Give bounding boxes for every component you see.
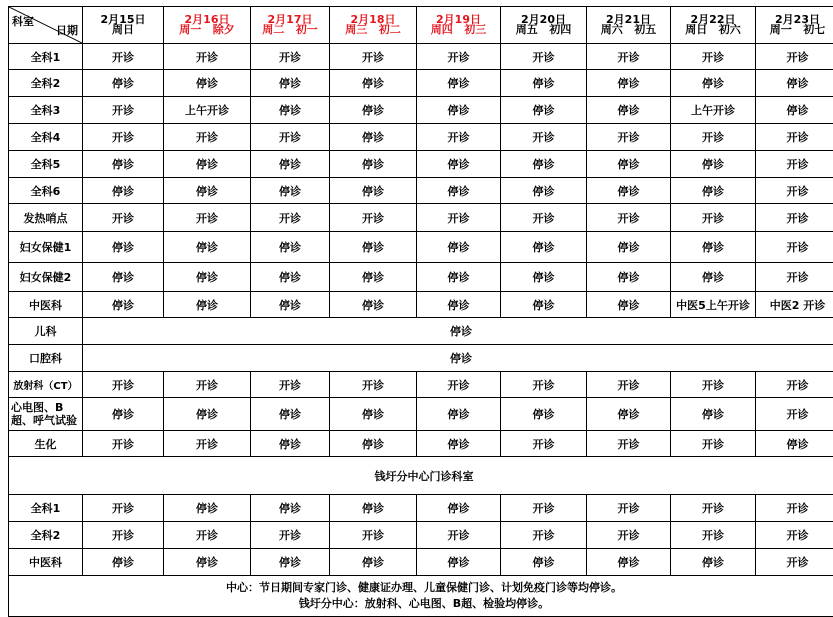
status-cell: 停诊 xyxy=(587,398,671,431)
date-label: 2月17日 xyxy=(251,15,329,25)
status-cell: 停诊 xyxy=(251,70,330,97)
status-cell: 开诊 xyxy=(501,522,587,549)
status-cell: 停诊 xyxy=(756,97,833,124)
status-cell: 停诊 xyxy=(330,549,417,576)
status-cell: 开诊 xyxy=(756,398,833,431)
dept-name: 妇女保健2 xyxy=(9,263,83,292)
status-cell: 停诊 xyxy=(417,398,501,431)
status-cell: 开诊 xyxy=(251,522,330,549)
status-cell: 停诊 xyxy=(83,549,164,576)
status-cell: 开诊 xyxy=(164,44,251,70)
status-cell: 开诊 xyxy=(501,124,587,151)
status-cell: 停诊 xyxy=(164,292,251,318)
date-header xyxy=(756,7,833,44)
status-cell: 停诊 xyxy=(417,70,501,97)
status-cell: 停诊 xyxy=(251,263,330,292)
status-cell: 开诊 xyxy=(251,124,330,151)
status-cell: 开诊 xyxy=(501,204,587,232)
date-header xyxy=(587,7,671,44)
date-header xyxy=(251,7,330,44)
status-cell: 停诊 xyxy=(417,151,501,178)
weekday-text: 周五 xyxy=(516,23,538,36)
status-cell: 停诊 xyxy=(83,70,164,97)
dept-name: 心电图、B超、呼气试验 xyxy=(9,398,83,431)
status-cell: 开诊 xyxy=(756,263,833,292)
status-cell: 停诊 xyxy=(417,495,501,522)
date-label: 2月16日 xyxy=(164,15,250,25)
status-cell: 开诊 xyxy=(671,522,756,549)
dept-name: 发热哨点 xyxy=(9,204,83,232)
status-cell: 停诊 xyxy=(417,431,501,457)
status-cell: 中医2 开诊 xyxy=(756,292,833,318)
status-cell: 开诊 xyxy=(671,431,756,457)
dept-row xyxy=(9,70,833,97)
merged-status-cell: 停诊 xyxy=(83,345,833,372)
dept-name: 儿科 xyxy=(9,318,83,345)
status-cell: 停诊 xyxy=(83,263,164,292)
status-cell: 停诊 xyxy=(417,292,501,318)
status-cell: 开诊 xyxy=(251,44,330,70)
weekday-label xyxy=(251,25,329,35)
status-cell: 停诊 xyxy=(251,549,330,576)
status-cell: 开诊 xyxy=(587,204,671,232)
status-cell: 开诊 xyxy=(83,124,164,151)
lunar-date-label: 初七 xyxy=(803,23,825,36)
status-cell: 开诊 xyxy=(756,549,833,576)
status-cell: 开诊 xyxy=(756,44,833,70)
status-cell: 开诊 xyxy=(164,431,251,457)
weekday-text: 周三 xyxy=(345,23,367,36)
status-cell: 停诊 xyxy=(164,549,251,576)
status-cell: 停诊 xyxy=(330,398,417,431)
status-cell: 开诊 xyxy=(83,431,164,457)
status-cell: 停诊 xyxy=(501,178,587,204)
date-label: 2月23日 xyxy=(756,15,833,25)
status-cell: 停诊 xyxy=(587,70,671,97)
status-cell: 停诊 xyxy=(756,70,833,97)
status-cell: 开诊 xyxy=(756,124,833,151)
status-cell: 开诊 xyxy=(587,495,671,522)
status-cell: 开诊 xyxy=(501,495,587,522)
lunar-date-label: 初四 xyxy=(549,23,571,36)
status-cell: 开诊 xyxy=(83,44,164,70)
status-cell: 停诊 xyxy=(164,232,251,263)
weekday-text: 周六 xyxy=(601,23,623,36)
date-header xyxy=(671,7,756,44)
status-cell: 停诊 xyxy=(587,549,671,576)
section-row xyxy=(9,457,833,495)
status-cell: 停诊 xyxy=(164,263,251,292)
status-cell: 停诊 xyxy=(251,398,330,431)
weekday-text: 周二 xyxy=(262,23,284,36)
status-cell: 开诊 xyxy=(83,204,164,232)
dept-name: 全科6 xyxy=(9,178,83,204)
status-cell: 停诊 xyxy=(83,151,164,178)
dept-name: 全科5 xyxy=(9,151,83,178)
status-cell: 开诊 xyxy=(330,44,417,70)
weekday-text: 周一 xyxy=(770,23,792,36)
status-cell: 开诊 xyxy=(417,44,501,70)
status-cell: 开诊 xyxy=(756,151,833,178)
clinic-schedule-table xyxy=(8,6,833,617)
status-cell: 开诊 xyxy=(587,372,671,398)
dept-row-merged xyxy=(9,345,833,372)
status-cell: 开诊 xyxy=(501,431,587,457)
corner-date-label: 日期 xyxy=(56,22,78,38)
dept-name: 全科2 xyxy=(9,522,83,549)
status-cell: 开诊 xyxy=(417,522,501,549)
status-cell: 开诊 xyxy=(83,522,164,549)
dept-name: 妇女保健1 xyxy=(9,232,83,263)
status-cell: 停诊 xyxy=(251,495,330,522)
status-cell: 停诊 xyxy=(83,178,164,204)
dept-row xyxy=(9,178,833,204)
status-cell: 停诊 xyxy=(501,97,587,124)
weekday-text: 周日 xyxy=(685,23,707,36)
weekday-label xyxy=(671,25,755,35)
status-cell: 停诊 xyxy=(330,263,417,292)
weekday-label xyxy=(83,25,163,35)
dept-row xyxy=(9,372,833,398)
date-header xyxy=(83,7,164,44)
weekday-label xyxy=(501,25,586,35)
lunar-date-label: 初一 xyxy=(296,23,318,36)
notes-cell xyxy=(9,576,833,617)
status-cell: 停诊 xyxy=(164,495,251,522)
date-header xyxy=(501,7,587,44)
status-cell: 停诊 xyxy=(417,263,501,292)
dept-name: 全科1 xyxy=(9,44,83,70)
section-title: 钱圩分中心门诊科室 xyxy=(9,457,833,495)
status-cell: 开诊 xyxy=(83,495,164,522)
status-cell: 开诊 xyxy=(587,431,671,457)
weekday-label xyxy=(756,25,833,35)
status-cell: 停诊 xyxy=(330,70,417,97)
status-cell: 停诊 xyxy=(251,97,330,124)
status-cell: 停诊 xyxy=(501,151,587,178)
status-cell: 停诊 xyxy=(417,97,501,124)
status-cell: 开诊 xyxy=(164,522,251,549)
corner-header xyxy=(9,7,83,44)
weekday-label xyxy=(417,25,500,35)
status-cell: 停诊 xyxy=(251,178,330,204)
weekday-text: 周一 xyxy=(179,23,201,36)
dept-name: 生化 xyxy=(9,431,83,457)
status-cell: 开诊 xyxy=(330,204,417,232)
status-cell: 停诊 xyxy=(330,178,417,204)
status-cell: 开诊 xyxy=(164,372,251,398)
status-cell: 开诊 xyxy=(671,44,756,70)
status-cell: 开诊 xyxy=(330,372,417,398)
status-cell: 中医5上午开诊 xyxy=(671,292,756,318)
dept-name: 放射科（CT） xyxy=(9,372,83,398)
status-cell: 开诊 xyxy=(756,204,833,232)
lunar-date-label: 初二 xyxy=(379,23,401,36)
date-header xyxy=(330,7,417,44)
lunar-date-label: 初五 xyxy=(634,23,656,36)
status-cell: 停诊 xyxy=(756,431,833,457)
dept-row xyxy=(9,292,833,318)
status-cell: 上午开诊 xyxy=(164,97,251,124)
status-cell: 停诊 xyxy=(671,151,756,178)
status-cell: 停诊 xyxy=(671,549,756,576)
date-label: 2月19日 xyxy=(417,15,500,25)
dept-row xyxy=(9,522,833,549)
date-label: 2月18日 xyxy=(330,15,416,25)
note-line: 钱圩分中心：放射科、心电图、B超、检验均停诊。 xyxy=(9,596,833,612)
status-cell: 开诊 xyxy=(164,124,251,151)
dept-name: 中医科 xyxy=(9,292,83,318)
status-cell: 停诊 xyxy=(417,232,501,263)
status-cell: 停诊 xyxy=(671,263,756,292)
header-row xyxy=(9,7,833,44)
status-cell: 停诊 xyxy=(501,232,587,263)
weekday-label xyxy=(587,25,670,35)
status-cell: 停诊 xyxy=(251,431,330,457)
status-cell: 停诊 xyxy=(417,549,501,576)
status-cell: 停诊 xyxy=(164,70,251,97)
status-cell: 停诊 xyxy=(587,178,671,204)
dept-row xyxy=(9,495,833,522)
status-cell: 停诊 xyxy=(501,70,587,97)
status-cell: 开诊 xyxy=(417,124,501,151)
status-cell: 停诊 xyxy=(251,292,330,318)
note-line: 中心：节日期间专家门诊、健康证办理、儿童保健门诊、计划免疫门诊等均停诊。 xyxy=(9,580,833,596)
status-cell: 停诊 xyxy=(501,263,587,292)
status-cell: 开诊 xyxy=(83,97,164,124)
status-cell: 停诊 xyxy=(501,292,587,318)
status-cell: 停诊 xyxy=(587,97,671,124)
status-cell: 开诊 xyxy=(756,522,833,549)
status-cell: 停诊 xyxy=(330,232,417,263)
dept-row xyxy=(9,151,833,178)
dept-row xyxy=(9,431,833,457)
status-cell: 停诊 xyxy=(164,151,251,178)
lunar-date-label: 初三 xyxy=(464,23,486,36)
status-cell: 上午开诊 xyxy=(671,97,756,124)
weekday-label xyxy=(164,25,250,35)
status-cell: 停诊 xyxy=(251,151,330,178)
dept-row xyxy=(9,97,833,124)
status-cell: 开诊 xyxy=(83,372,164,398)
status-cell: 开诊 xyxy=(501,372,587,398)
status-cell: 停诊 xyxy=(671,398,756,431)
dept-row xyxy=(9,232,833,263)
status-cell: 停诊 xyxy=(671,232,756,263)
dept-row xyxy=(9,44,833,70)
status-cell: 停诊 xyxy=(330,97,417,124)
status-cell: 停诊 xyxy=(83,398,164,431)
status-cell: 开诊 xyxy=(587,124,671,151)
status-cell: 开诊 xyxy=(671,495,756,522)
status-cell: 停诊 xyxy=(671,70,756,97)
dept-name: 口腔科 xyxy=(9,345,83,372)
dept-name: 中医科 xyxy=(9,549,83,576)
dept-row-merged xyxy=(9,318,833,345)
status-cell: 停诊 xyxy=(330,431,417,457)
status-cell: 停诊 xyxy=(83,292,164,318)
status-cell: 停诊 xyxy=(330,292,417,318)
date-label: 2月20日 xyxy=(501,15,586,25)
dept-row xyxy=(9,263,833,292)
status-cell: 开诊 xyxy=(587,44,671,70)
status-cell: 停诊 xyxy=(330,124,417,151)
status-cell: 停诊 xyxy=(251,232,330,263)
status-cell: 停诊 xyxy=(164,178,251,204)
status-cell: 停诊 xyxy=(587,263,671,292)
weekday-text: 周日 xyxy=(112,23,134,36)
status-cell: 停诊 xyxy=(417,178,501,204)
status-cell: 开诊 xyxy=(501,44,587,70)
date-label: 2月15日 xyxy=(83,15,163,25)
merged-status-cell: 停诊 xyxy=(83,318,833,345)
notes-row xyxy=(9,576,833,617)
dept-row xyxy=(9,549,833,576)
status-cell: 开诊 xyxy=(417,372,501,398)
dept-row xyxy=(9,124,833,151)
date-header xyxy=(417,7,501,44)
status-cell: 停诊 xyxy=(501,549,587,576)
dept-row xyxy=(9,204,833,232)
status-cell: 开诊 xyxy=(251,204,330,232)
status-cell: 停诊 xyxy=(330,151,417,178)
dept-row xyxy=(9,398,833,431)
status-cell: 停诊 xyxy=(164,398,251,431)
status-cell: 开诊 xyxy=(587,522,671,549)
status-cell: 开诊 xyxy=(164,204,251,232)
weekday-label xyxy=(330,25,416,35)
status-cell: 开诊 xyxy=(417,204,501,232)
status-cell: 开诊 xyxy=(251,372,330,398)
status-cell: 停诊 xyxy=(330,495,417,522)
lunar-date-label: 初六 xyxy=(719,23,741,36)
status-cell: 停诊 xyxy=(587,151,671,178)
status-cell: 开诊 xyxy=(671,204,756,232)
status-cell: 开诊 xyxy=(671,124,756,151)
status-cell: 开诊 xyxy=(330,522,417,549)
status-cell: 停诊 xyxy=(671,178,756,204)
status-cell: 停诊 xyxy=(83,232,164,263)
dept-name: 全科2 xyxy=(9,70,83,97)
status-cell: 开诊 xyxy=(756,495,833,522)
date-label: 2月22日 xyxy=(671,15,755,25)
status-cell: 开诊 xyxy=(756,178,833,204)
corner-dept-label: 科室 xyxy=(12,13,34,29)
dept-name: 全科4 xyxy=(9,124,83,151)
status-cell: 开诊 xyxy=(756,372,833,398)
status-cell: 停诊 xyxy=(587,232,671,263)
status-cell: 开诊 xyxy=(671,372,756,398)
lunar-date-label: 除夕 xyxy=(213,23,235,36)
date-header xyxy=(164,7,251,44)
date-label: 2月21日 xyxy=(587,15,670,25)
dept-name: 全科1 xyxy=(9,495,83,522)
status-cell: 开诊 xyxy=(756,232,833,263)
status-cell: 停诊 xyxy=(587,292,671,318)
status-cell: 停诊 xyxy=(501,398,587,431)
dept-name: 全科3 xyxy=(9,97,83,124)
weekday-text: 周四 xyxy=(431,23,453,36)
